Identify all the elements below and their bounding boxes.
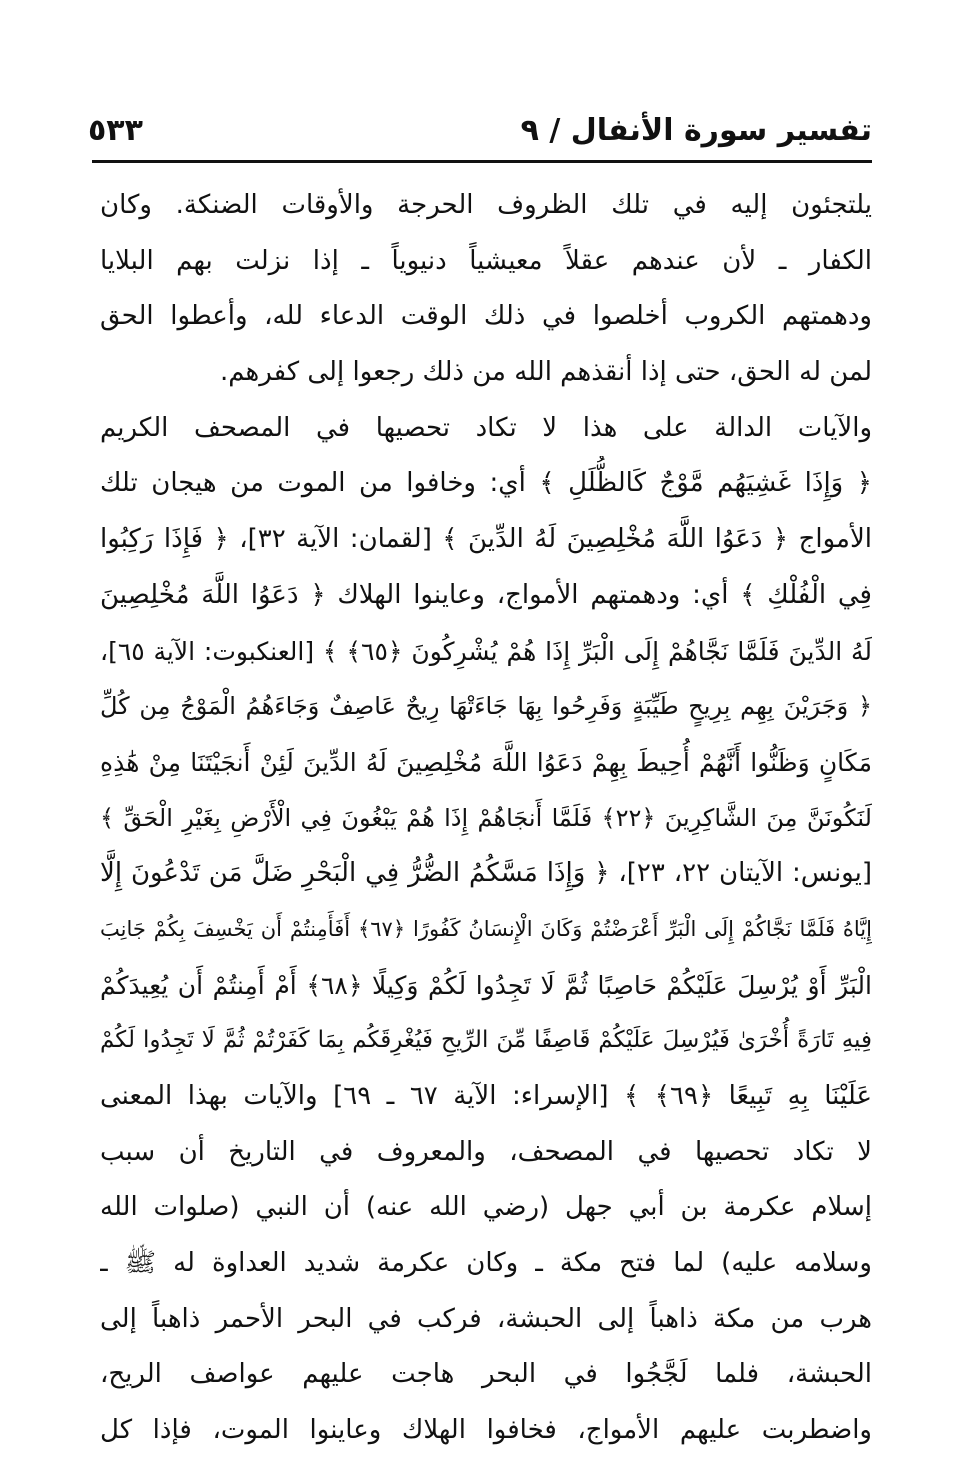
text-line: إِيَّاهُ فَلَمَّا نَجَّاكُمْ إِلَى الْبَرِّ أَعْرَضْتُمْ وَكَانَ الْإِنسَانُ كَفُورًا ﴿٦٧﴾ أَفَأَمِنتُمْ أَن يَخْسِفَ بِكُمْ جَانِبَ xyxy=(100,916,872,941)
text-line: لَهُ الدِّينَ فَلَمَّا نَجَّاهُمْ إِلَى الْبَرِّ إِذَا هُمْ يُشْرِكُونَ ﴿٦٥﴾ ﴾ [العنكبوت: الآية ٦٥]، xyxy=(100,636,872,666)
page-header xyxy=(88,100,872,160)
text-line: مَكَانٍ وَظَنُّوا أَنَّهُمْ أُحِيطَ بِهِمْ دَعَوُا اللَّهَ مُخْلِصِينَ لَهُ الدِّينَ لَئِنْ أَنجَيْتَنَا مِنْ هَٰذِهِ xyxy=(100,747,872,777)
text-line: فِيهِ تَارَةً أُخْرَىٰ فَيُرْسِلَ عَلَيْكُمْ قَاصِفًا مِّنَ الرِّيحِ فَيُغْرِقَكُم بِمَا كَفَرْتُمْ ثُمَّ لَا تَجِدُوا لَكُمْ xyxy=(100,1027,872,1054)
header-divider xyxy=(92,160,872,163)
page-body xyxy=(100,178,872,1459)
text-line: الْبَرِّ أَوْ يُرْسِلَ عَلَيْكُمْ حَاصِبًا ثُمَّ لَا تَجِدُوا لَكُمْ وَكِيلًا ﴿٦٨﴾ أَمْ أَمِنتُمْ أَن يُعِيدَكُمْ xyxy=(100,970,872,1000)
text-line: لا تكاد تحصيها في المصحف، والمعروف في التاريخ أن سبب xyxy=(100,1136,872,1167)
text-line: الكفار ـ لأن عندهم عقلاً معيشياً دنيوياً ـ إذا نزلت بهم البلايا xyxy=(100,245,872,276)
text-line: ودهمتهم الكروب أخلصوا في ذلك الوقت الدعاء لله، وأعطوا الحق xyxy=(100,301,872,332)
running-title: تفسير سورة الأنفال / ٩ xyxy=(520,112,872,148)
text-line: ﴿ وَجَرَيْنَ بِهِم بِرِيحٍ طَيِّبَةٍ وَفَرِحُوا بِهَا جَاءَتْهَا رِيحٌ عَاصِفٌ وَجَاءَهُمُ الْمَوْجُ مِن كُلِّ xyxy=(100,692,872,721)
text-line: إسلام عكرمة بن أبي جهل (رضي الله عنه) أن النبي (صلوات الله xyxy=(100,1192,872,1223)
text-line: فِي الْفُلْكِ ﴾ أي: ودهمتهم الأمواج، وعاينوا الهلاك ﴿ دَعَوُا اللَّهَ مُخْلِصِينَ xyxy=(100,579,872,610)
text-line: وسلامه عليه) لما فتح مكة ـ وكان عكرمة شديد العداوة له ﷺ ـ xyxy=(100,1248,872,1279)
text-line: هرب من مكة ذاهباً إلى الحبشة، فركب في البحر الأحمر ذاهباً إلى xyxy=(100,1303,872,1334)
text-line: [يونس: الآيتان ٢٢، ٢٣]، ﴿ وَإِذَا مَسَّكُمُ الضُّرُّ فِي الْبَحْرِ ضَلَّ مَن تَدْعُونَ إِلَّا xyxy=(100,858,872,889)
text-line: واضطربت عليهم الأمواج، فخافوا الهلاك وعاينوا الموت، فإذا كل xyxy=(100,1415,872,1446)
text-line: يلتجئون إليه في تلك الظروف الحرجة والأوقات الضنكة. وكان xyxy=(100,190,872,220)
text-line: والآيات الدالة على هذا لا تكاد تحصيها في المصحف الكريم xyxy=(100,412,872,443)
page-number: ٥٣٣ xyxy=(88,112,143,148)
text-line: الحبشة، فلما لَجَّجُوا في البحر هاجت عليهم عواصف الريح، xyxy=(100,1359,872,1390)
text-line: لَنَكُونَنَّ مِنَ الشَّاكِرِينَ ﴿٢٢﴾ فَلَمَّا أَنجَاهُمْ إِذَا هُمْ يَبْغُونَ فِي الْأَرْضِ بِغَيْرِ الْحَقِّ ﴾ xyxy=(100,803,872,832)
text-line: ﴿ وَإِذَا غَشِيَهُم مَّوْجٌ كَالظُّلَلِ ﴾ أي: وخافوا من الموت من هيجان تلك xyxy=(100,468,872,499)
text-line: الأمواج ﴿ دَعَوُا اللَّهَ مُخْلِصِينَ لَهُ الدِّينَ ﴾ [لقمان: الآية ٣٢]، ﴿ فَإِذَا رَكِبُوا xyxy=(100,524,872,555)
text-line: لمن له الحق، حتى إذا أنقذهم الله من ذلك رجعوا إلى كفرهم. xyxy=(219,357,872,388)
text-line: عَلَيْنَا بِهِ تَبِيعًا ﴿٦٩﴾ ﴾ [الإسراء: الآية ٦٧ ـ ٦٩] والآيات بهذا المعنى xyxy=(100,1081,872,1111)
